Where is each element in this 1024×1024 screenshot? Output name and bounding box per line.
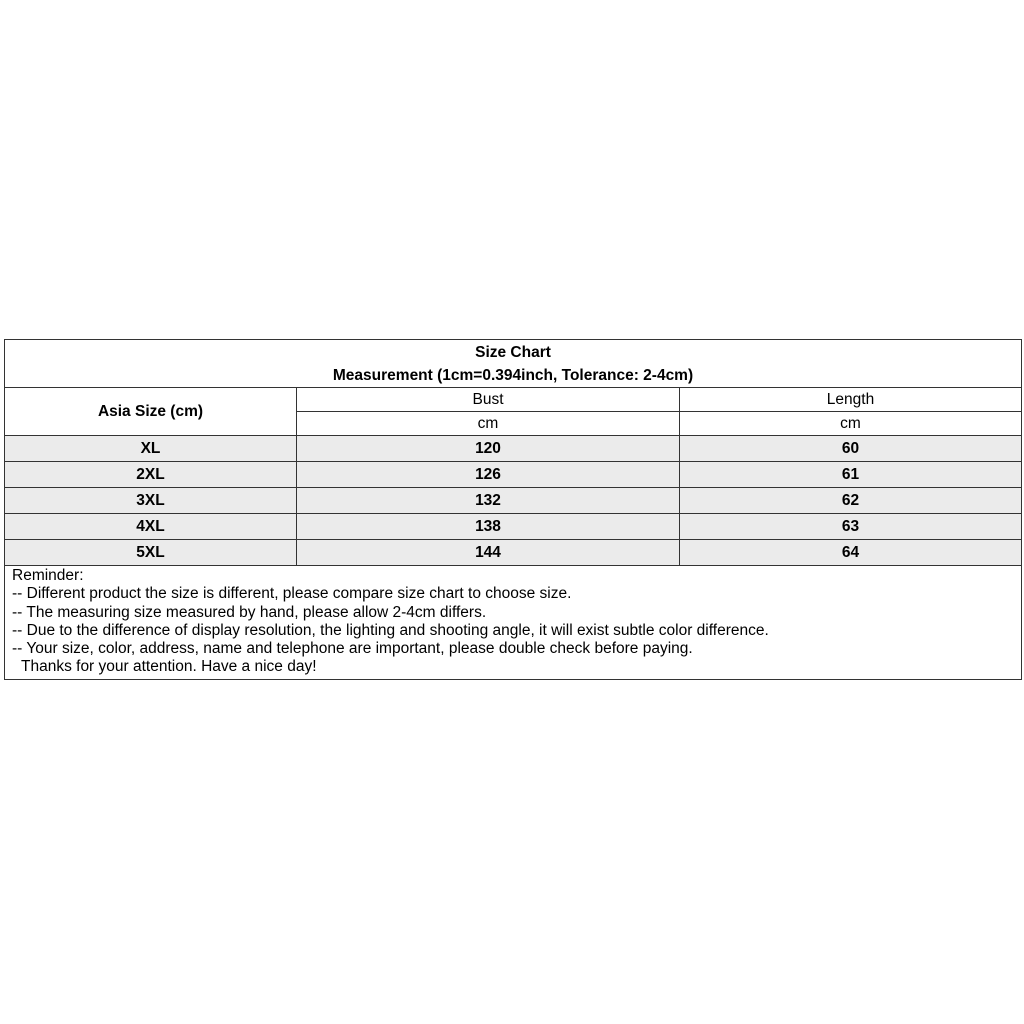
size-cell: 3XL xyxy=(5,488,297,514)
length-cell: 63 xyxy=(680,514,1022,540)
reminder-row xyxy=(5,566,1022,680)
bust-cell: 120 xyxy=(297,436,680,462)
table-row xyxy=(5,540,1022,566)
table-row xyxy=(5,462,1022,488)
size-chart-table xyxy=(4,339,1022,680)
size-cell: 5XL xyxy=(5,540,297,566)
table-row xyxy=(5,514,1022,540)
reminder-heading: Reminder: xyxy=(12,567,84,584)
length-cell: 62 xyxy=(680,488,1022,514)
reminder-line: -- The measuring size measured by hand, please allow 2-4cm differs. xyxy=(12,603,487,621)
size-cell: 4XL xyxy=(5,514,297,540)
title-row xyxy=(5,340,1022,388)
bust-cell: 138 xyxy=(297,514,680,540)
table-row xyxy=(5,488,1022,514)
bust-cell: 132 xyxy=(297,488,680,514)
reminder-line: -- Different product the size is different, please compare size chart to choose size. xyxy=(12,585,572,603)
bust-column-header: Bust xyxy=(297,388,680,412)
length-column-header: Length xyxy=(680,388,1022,412)
length-cell: 60 xyxy=(680,436,1022,462)
size-column-header: Asia Size (cm) xyxy=(5,388,297,436)
length-cell: 61 xyxy=(680,462,1022,488)
length-unit: cm xyxy=(680,412,1022,436)
table-row xyxy=(5,436,1022,462)
header-row xyxy=(5,388,1022,412)
reminder-line: -- Your size, color, address, name and telephone are important, please double check before paying. xyxy=(12,640,693,658)
size-cell: 2XL xyxy=(5,462,297,488)
bust-cell: 126 xyxy=(297,462,680,488)
chart-subtitle: Measurement (1cm=0.394inch, Tolerance: 2-4cm) xyxy=(332,366,694,384)
bust-unit: cm xyxy=(297,412,680,436)
thanks-message: Thanks for your attention. Have a nice day! xyxy=(21,658,317,676)
reminder-cell xyxy=(5,566,1022,680)
size-cell: XL xyxy=(5,436,297,462)
reminder-line: -- Due to the difference of display resolution, the lighting and shooting angle, it will exist subtle color difference. xyxy=(12,621,769,639)
chart-title: Size Chart xyxy=(475,343,551,361)
title-cell xyxy=(5,340,1022,388)
bust-cell: 144 xyxy=(297,540,680,566)
length-cell: 64 xyxy=(680,540,1022,566)
